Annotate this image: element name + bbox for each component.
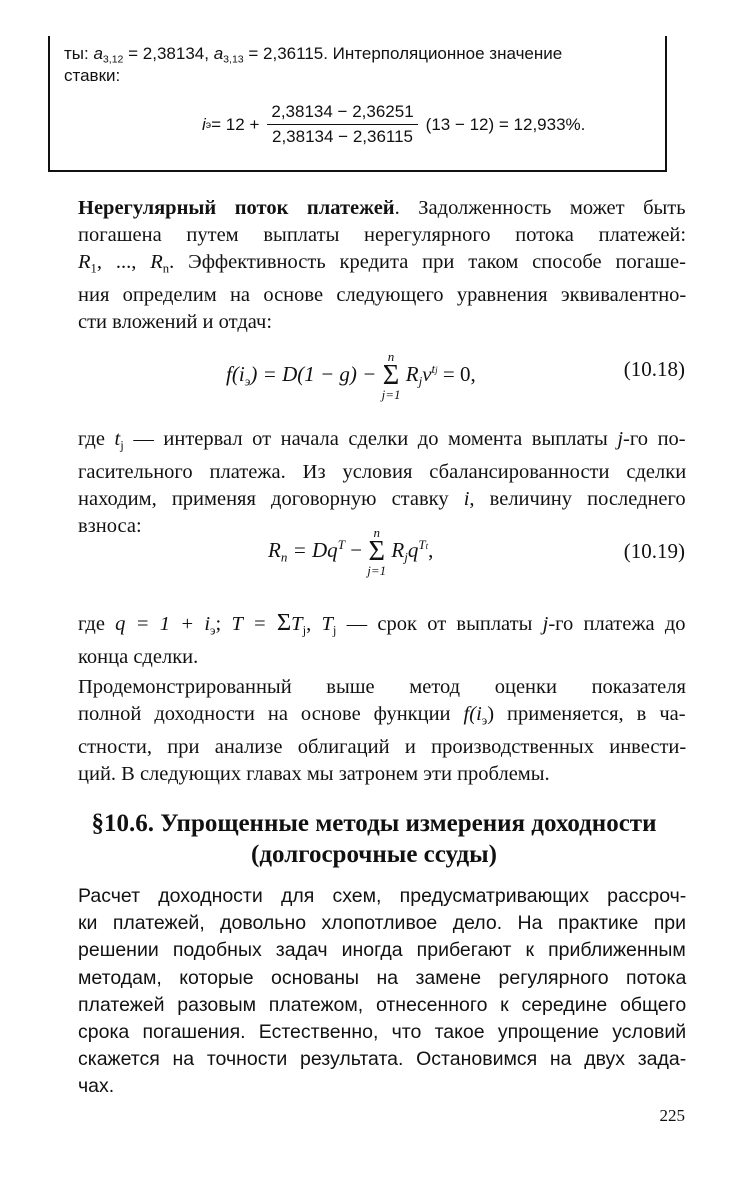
- var-j: j: [542, 613, 549, 635]
- eq-text: = Dq: [287, 537, 338, 562]
- sigma-symbol: Σ: [382, 360, 400, 391]
- text: — интервал от начала сделки до момента выплаты: [123, 428, 618, 450]
- example-text: ты:: [64, 44, 94, 63]
- fraction-numerator: 2,38134 − 2,36251: [267, 102, 417, 125]
- text: -го по-: [623, 428, 686, 450]
- sigma-symbol: Σ: [368, 536, 385, 567]
- eq-text: q: [407, 537, 419, 562]
- equation-number: (10.19): [623, 539, 685, 563]
- section-title: [54, 808, 694, 870]
- t-definition: T =: [231, 613, 277, 635]
- var-j: j: [617, 428, 624, 450]
- text-line: решении подобных задач иногда прибегают к приближенным: [78, 939, 686, 962]
- text: где: [78, 613, 116, 635]
- text-line: сти вложений и отдач:: [78, 311, 273, 334]
- eq-text: f(i: [226, 361, 245, 386]
- subscript: j: [332, 623, 337, 638]
- equation-10-18: [226, 350, 476, 402]
- page-number: 225: [659, 1106, 685, 1125]
- example-text: = 2,38134,: [123, 44, 214, 63]
- var-i: i: [202, 114, 206, 134]
- sup-t: t: [431, 361, 436, 377]
- q-definition: q = 1 + i: [115, 613, 211, 635]
- text-line: срока погашения. Естественно, что такое упрощение условий: [78, 1021, 687, 1044]
- eq-text: R: [405, 361, 419, 386]
- sigma-symbol: Σ: [276, 609, 292, 636]
- text: ;: [215, 613, 232, 635]
- subscript: э: [244, 373, 251, 389]
- text-line: платежей разовым платежом, отнесенного к середине общего: [78, 993, 687, 1016]
- text-line: методам, которые основаны на замене регулярного потока: [78, 966, 687, 989]
- text-line: взноса:: [78, 515, 142, 538]
- text: , ...,: [96, 251, 151, 273]
- text: . Эффективность кредита при таком способе погаше-: [169, 251, 686, 273]
- text: применяется, в ча-: [494, 703, 686, 725]
- section-title-line-2: (долгосрочные ссуды): [251, 841, 497, 868]
- text-line: скажется на точности результата. Остановимся на двух зада-: [78, 1048, 687, 1071]
- subscript: э: [210, 623, 216, 638]
- bold-lead: Нерегулярный поток платежей: [78, 197, 395, 219]
- interpolation-formula: [202, 102, 585, 147]
- text: полной доходности на основе функции: [78, 703, 464, 725]
- sup-sub: t: [425, 541, 429, 552]
- equation-10-19: [268, 526, 433, 578]
- eq-text: = 0,: [437, 361, 476, 386]
- subscript: j: [302, 623, 307, 638]
- text-line: Расчет доходности для схем, предусматривающих рассроч-: [78, 885, 687, 907]
- text-line: ки платежей, довольно хлопотливое дело. На практике при: [78, 912, 687, 935]
- eq-text: R: [268, 537, 281, 562]
- subscript: 1: [90, 261, 97, 276]
- eq-text: v: [422, 361, 432, 386]
- paragraph-where-tj: [78, 426, 686, 540]
- subscript: э: [205, 118, 212, 131]
- sup-t: T: [418, 537, 426, 553]
- text: ,: [306, 613, 322, 635]
- sum-operator: [367, 526, 386, 578]
- text: , величину последнего: [469, 488, 686, 511]
- sum-operator: [382, 350, 401, 402]
- paragraph-where-q: [78, 609, 686, 671]
- text-line: гасительного платежа. Из условия сбалансированности сделки: [78, 461, 687, 484]
- var-a: a: [93, 44, 103, 63]
- eq-text: −: [344, 537, 368, 562]
- sum-lower: j=1: [367, 563, 387, 578]
- text: где: [78, 428, 115, 450]
- text-line: стности, при анализе облигаций и производственных инвести-: [78, 736, 687, 759]
- example-text: = 2,36115. Интерполяционное значение: [243, 44, 563, 63]
- text: -го платежа до: [548, 613, 686, 635]
- text-line: конца сделки.: [78, 646, 199, 669]
- equation-number: (10.18): [623, 357, 685, 381]
- paragraph-irregular-flow: [78, 195, 686, 336]
- text-line: ций. В следующих главах мы затронем эти проблемы.: [78, 763, 550, 786]
- subscript: 3,12: [102, 53, 124, 66]
- subscript: э: [481, 713, 488, 728]
- formula-text: = 12 +: [211, 114, 260, 134]
- var-t: t: [114, 428, 121, 450]
- var-t: T: [321, 613, 333, 635]
- paragraph-simplified-methods: [78, 883, 686, 1101]
- example-box-line-2: ставки:: [64, 66, 121, 85]
- var-a: a: [213, 44, 224, 63]
- fraction-denominator: 2,38134 − 2,36115: [272, 127, 414, 146]
- text-line: чах.: [78, 1075, 115, 1098]
- var-r: R: [150, 251, 163, 273]
- text: — срок от выплаты: [336, 613, 543, 635]
- subscript: j: [418, 373, 423, 389]
- function-f: f(i: [463, 703, 482, 725]
- var-r: R: [78, 251, 91, 273]
- section-title-line-1: §10.6. Упрощенные методы измерения доходности: [91, 810, 657, 837]
- formula-text: (13 − 12) = 12,933%.: [425, 114, 586, 134]
- eq-text: R: [391, 537, 405, 562]
- text: ): [487, 703, 495, 725]
- paragraph-demonstrated-method: [78, 674, 686, 788]
- sum-upper: n: [373, 525, 380, 540]
- example-box-line-1: [64, 44, 562, 66]
- var-t: T: [291, 613, 303, 635]
- text-line: Продемонстрированный выше метод оценки показателя: [78, 676, 686, 698]
- sum-upper: n: [387, 349, 395, 364]
- subscript: j: [120, 438, 124, 453]
- sum-lower: j=1: [381, 387, 401, 402]
- eq-text: ,: [428, 537, 434, 562]
- subscript: n: [162, 261, 170, 276]
- example-box: [48, 36, 667, 172]
- eq-text: ) = D(1 − g) −: [250, 361, 382, 386]
- var-i: i: [463, 488, 470, 511]
- subscript: j: [404, 549, 408, 565]
- text-line: ния определим на основе следующего уравнения эквивалентно-: [78, 284, 687, 307]
- superscript: [418, 537, 428, 552]
- subscript: n: [280, 549, 288, 565]
- subscript: 3,13: [223, 53, 244, 66]
- text-line: погашена путем выплаты нерегулярного потока платежей:: [78, 224, 687, 246]
- superscript: T: [337, 537, 345, 553]
- fraction: [267, 102, 417, 147]
- text: находим, применяя договорную ставку: [78, 488, 464, 511]
- text: . Задолженность может быть: [394, 197, 686, 219]
- sup-sub: j: [435, 365, 438, 376]
